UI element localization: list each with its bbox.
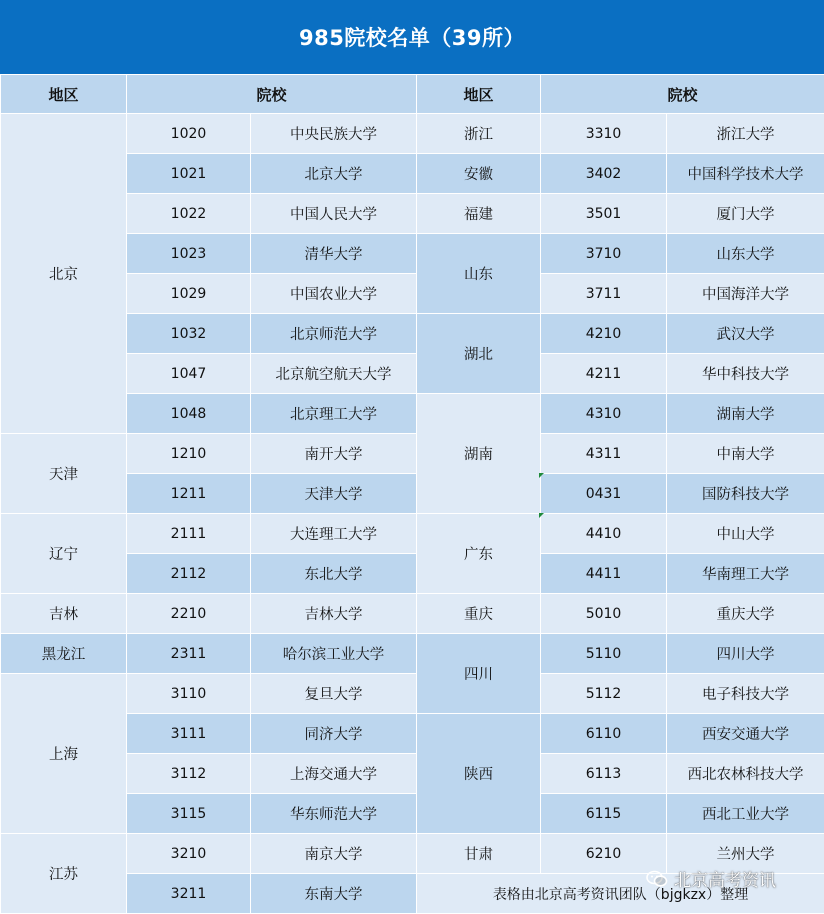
school-code: 3111 — [127, 714, 251, 754]
school-name: 上海交通大学 — [251, 754, 417, 794]
university-table — [0, 74, 824, 914]
school-code: 1020 — [127, 114, 251, 154]
school-name: 北京航空航天大学 — [251, 354, 417, 394]
region-sichuan: 四川 — [417, 634, 541, 714]
school-code: 5110 — [541, 634, 667, 674]
school-code: 1022 — [127, 194, 251, 234]
table-row — [1, 674, 824, 714]
school-name: 中国科学技术大学 — [667, 154, 824, 194]
region-anhui: 安徽 — [417, 154, 541, 194]
school-name: 中国海洋大学 — [667, 274, 824, 314]
school-name: 中国农业大学 — [251, 274, 417, 314]
school-name: 电子科技大学 — [667, 674, 824, 714]
table-row — [1, 434, 824, 474]
school-name: 南开大学 — [251, 434, 417, 474]
school-name: 东南大学 — [251, 874, 417, 914]
school-code: 6115 — [541, 794, 667, 834]
region-shanghai: 上海 — [1, 674, 127, 834]
school-code: 2111 — [127, 514, 251, 554]
page-title: 985院校名单（39所） — [0, 0, 824, 74]
region-gansu: 甘肃 — [417, 834, 541, 874]
school-code: 1032 — [127, 314, 251, 354]
school-name: 四川大学 — [667, 634, 824, 674]
school-code: 1211 — [127, 474, 251, 514]
school-code: 4211 — [541, 354, 667, 394]
region-chongqing: 重庆 — [417, 594, 541, 634]
school-code: 4311 — [541, 434, 667, 474]
school-name: 重庆大学 — [667, 594, 824, 634]
school-code: 1021 — [127, 154, 251, 194]
school-name: 北京大学 — [251, 154, 417, 194]
school-code: 3710 — [541, 234, 667, 274]
school-code: 1210 — [127, 434, 251, 474]
school-name: 中南大学 — [667, 434, 824, 474]
wechat-icon — [646, 870, 668, 888]
header-school-left: 院校 — [127, 75, 417, 114]
school-code: 3115 — [127, 794, 251, 834]
school-code: 3711 — [541, 274, 667, 314]
school-code: 6113 — [541, 754, 667, 794]
table-note: 表格由北京高考资讯团队（bjgkzx）整理 — [417, 874, 824, 914]
school-name: 西北农林科技大学 — [667, 754, 824, 794]
school-name: 哈尔滨工业大学 — [251, 634, 417, 674]
header-school-right: 院校 — [541, 75, 824, 114]
table-row — [1, 594, 824, 634]
school-code: 6110 — [541, 714, 667, 754]
school-code: 3402 — [541, 154, 667, 194]
region-liaoning: 辽宁 — [1, 514, 127, 594]
school-code: 4210 — [541, 314, 667, 354]
table-row — [1, 114, 824, 154]
header-region-left: 地区 — [1, 75, 127, 114]
cell-comment-marker — [539, 473, 544, 478]
table-row — [1, 514, 824, 554]
school-name: 中国人民大学 — [251, 194, 417, 234]
table-header-row — [1, 75, 824, 114]
region-shandong: 山东 — [417, 234, 541, 314]
school-code: 2311 — [127, 634, 251, 674]
region-fujian: 福建 — [417, 194, 541, 234]
school-code: 3501 — [541, 194, 667, 234]
region-zhejiang: 浙江 — [417, 114, 541, 154]
school-code: 1048 — [127, 394, 251, 434]
school-name: 浙江大学 — [667, 114, 824, 154]
school-name: 山东大学 — [667, 234, 824, 274]
school-code: 3211 — [127, 874, 251, 914]
school-name: 清华大学 — [251, 234, 417, 274]
school-code: 3112 — [127, 754, 251, 794]
school-name: 吉林大学 — [251, 594, 417, 634]
school-name: 南京大学 — [251, 834, 417, 874]
school-code: 4310 — [541, 394, 667, 434]
school-code: 3310 — [541, 114, 667, 154]
region-beijing: 北京 — [1, 114, 127, 434]
school-code: 4411 — [541, 554, 667, 594]
region-shaanxi: 陕西 — [417, 714, 541, 834]
header-region-right: 地区 — [417, 75, 541, 114]
school-name: 华中科技大学 — [667, 354, 824, 394]
school-code: 2210 — [127, 594, 251, 634]
region-guangdong: 广东 — [417, 514, 541, 594]
school-name: 同济大学 — [251, 714, 417, 754]
school-name: 天津大学 — [251, 474, 417, 514]
school-name: 华南理工大学 — [667, 554, 824, 594]
school-name: 中央民族大学 — [251, 114, 417, 154]
region-heilongjiang: 黑龙江 — [1, 634, 127, 674]
school-name: 中山大学 — [667, 514, 824, 554]
school-name: 西北工业大学 — [667, 794, 824, 834]
school-name: 复旦大学 — [251, 674, 417, 714]
school-code: 1023 — [127, 234, 251, 274]
table-row — [1, 634, 824, 674]
watermark-text: 北京高考资讯 — [674, 871, 776, 891]
school-code: 0431 — [541, 474, 667, 514]
region-hubei: 湖北 — [417, 314, 541, 394]
watermark — [646, 866, 776, 891]
school-name: 西安交通大学 — [667, 714, 824, 754]
school-code: 1047 — [127, 354, 251, 394]
region-jiangsu: 江苏 — [1, 834, 127, 914]
school-name: 兰州大学 — [667, 834, 824, 874]
school-name: 东北大学 — [251, 554, 417, 594]
region-tianjin: 天津 — [1, 434, 127, 514]
region-jilin: 吉林 — [1, 594, 127, 634]
cell-comment-marker — [539, 513, 544, 518]
school-code: 3110 — [127, 674, 251, 714]
school-code: 4410 — [541, 514, 667, 554]
region-hunan: 湖南 — [417, 394, 541, 514]
school-code: 5010 — [541, 594, 667, 634]
school-code: 5112 — [541, 674, 667, 714]
school-code: 6210 — [541, 834, 667, 874]
school-name: 北京理工大学 — [251, 394, 417, 434]
school-name: 湖南大学 — [667, 394, 824, 434]
school-code: 2112 — [127, 554, 251, 594]
school-name: 厦门大学 — [667, 194, 824, 234]
school-code: 1029 — [127, 274, 251, 314]
school-name: 北京师范大学 — [251, 314, 417, 354]
school-name: 华东师范大学 — [251, 794, 417, 834]
school-code: 3210 — [127, 834, 251, 874]
school-name: 大连理工大学 — [251, 514, 417, 554]
school-name: 武汉大学 — [667, 314, 824, 354]
school-name: 国防科技大学 — [667, 474, 824, 514]
